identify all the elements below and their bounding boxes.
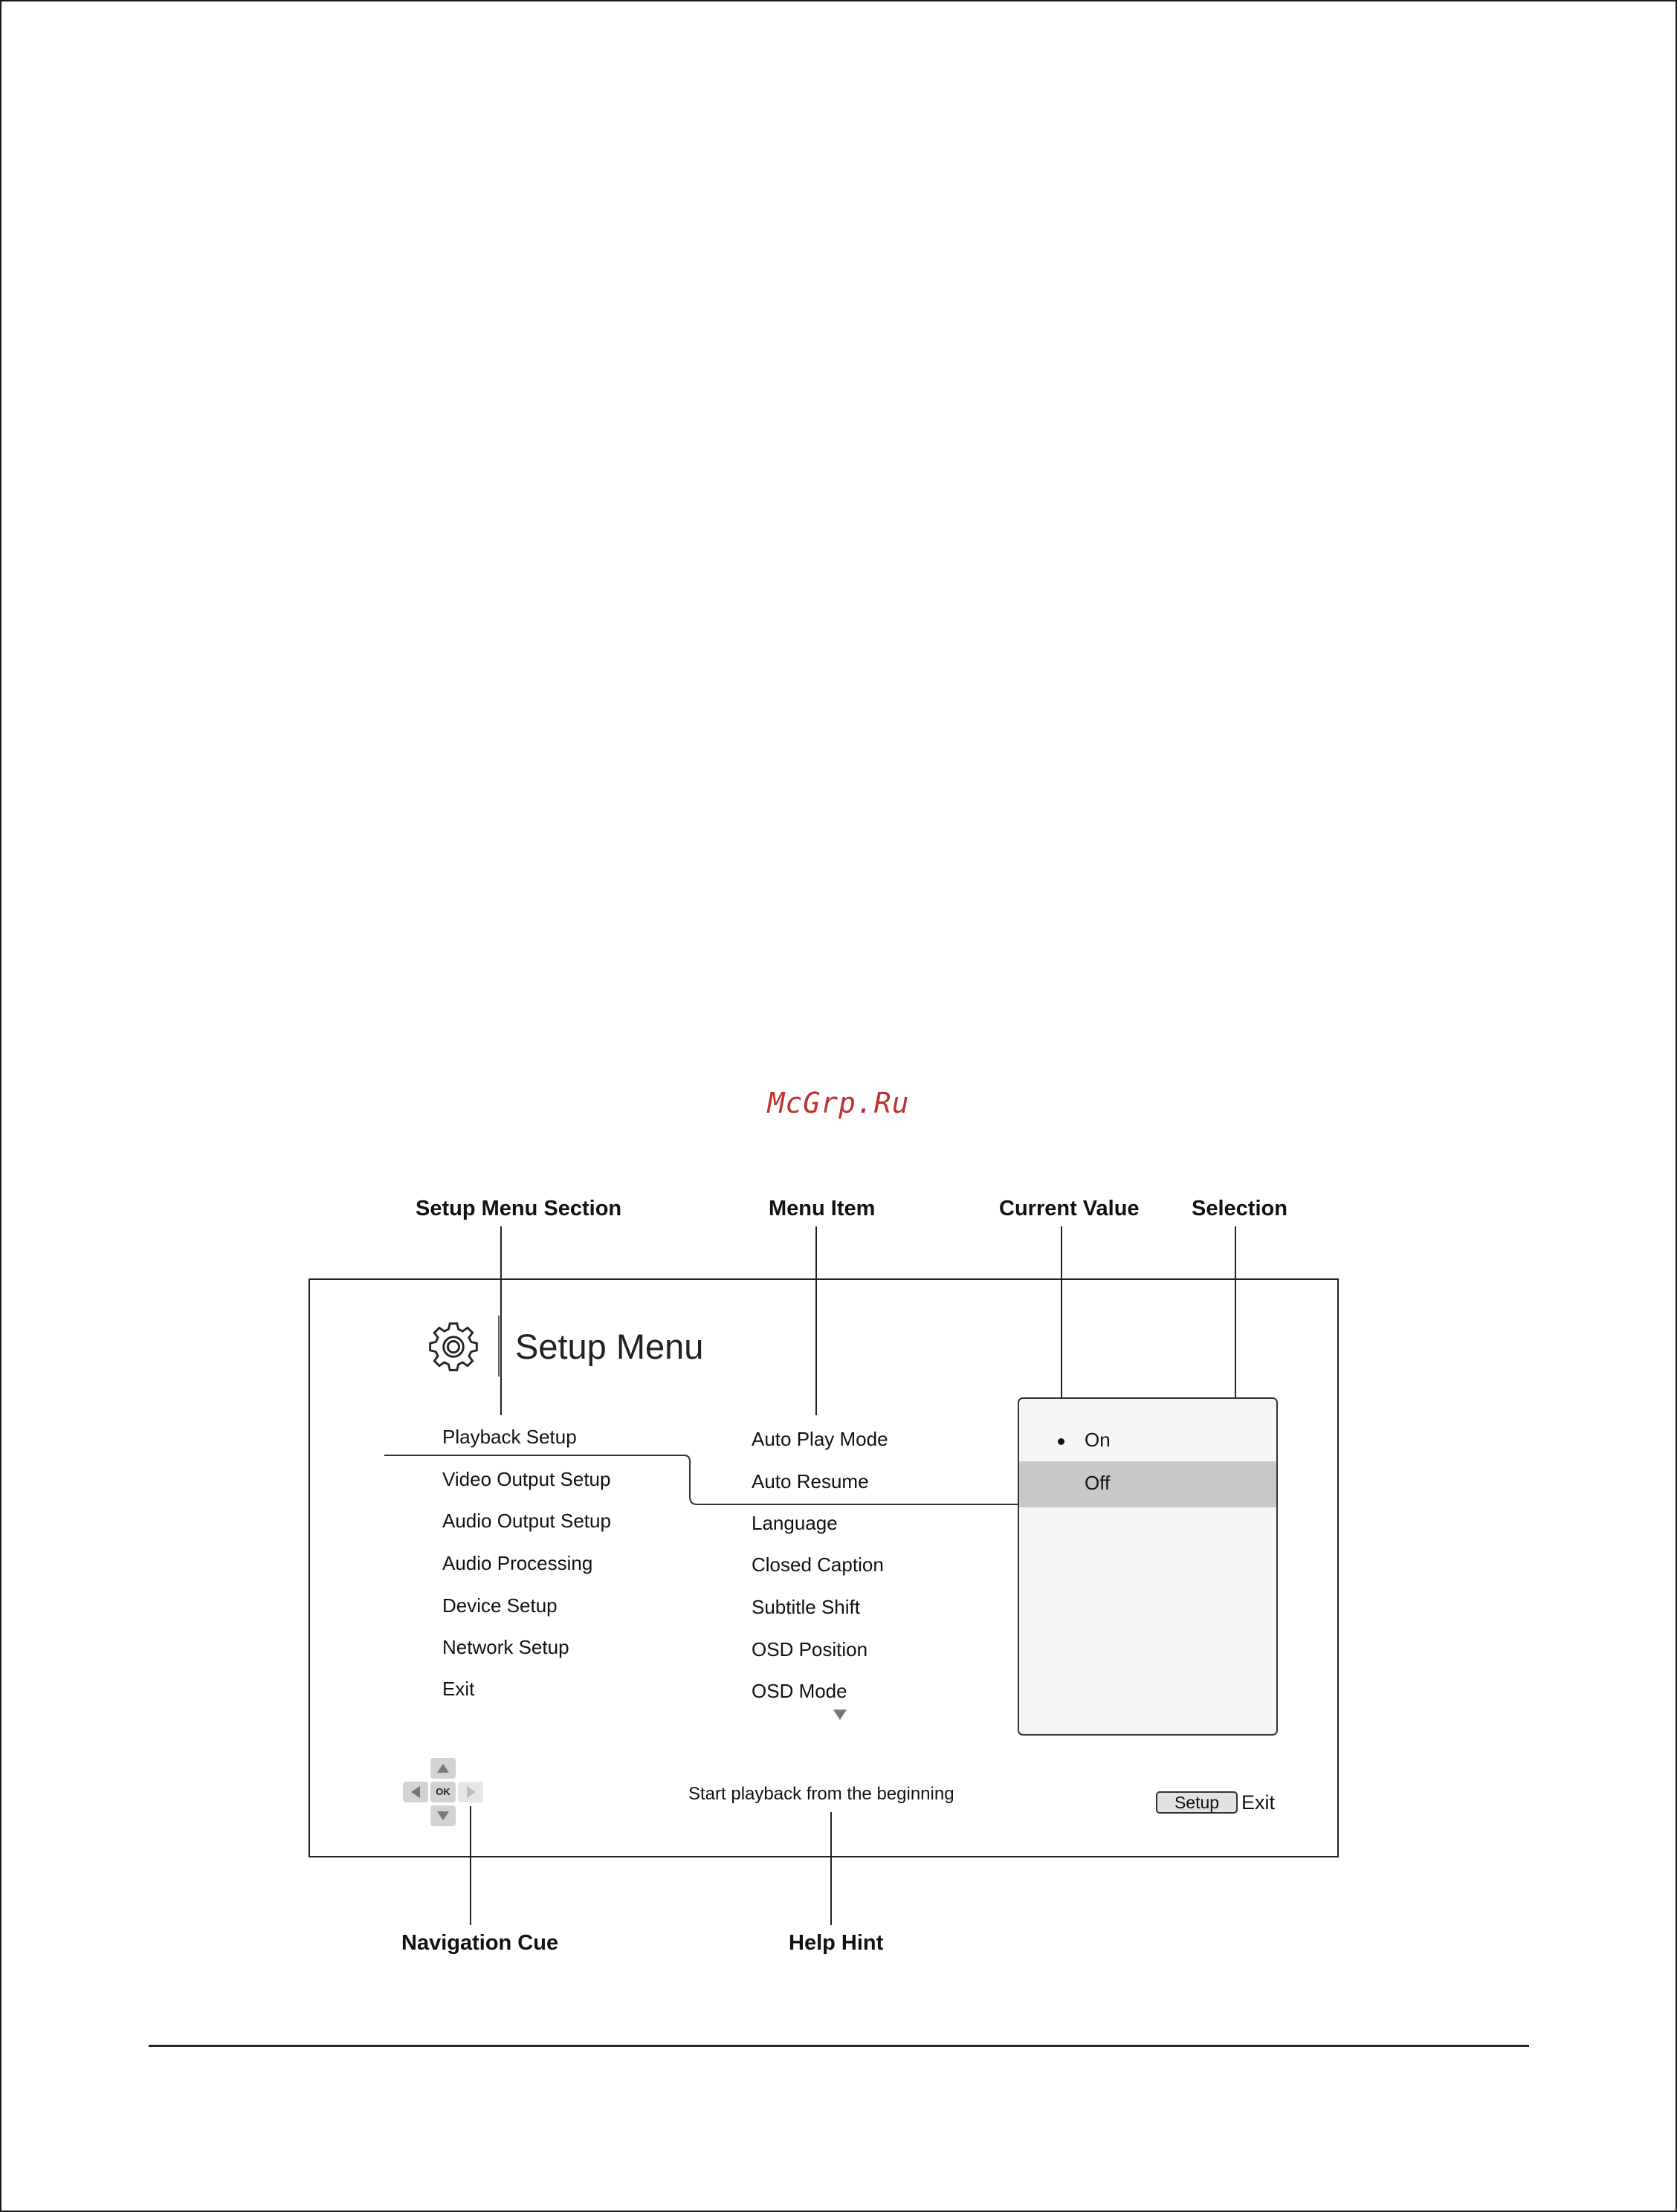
- section-device-setup[interactable]: Device Setup: [442, 1594, 558, 1617]
- item-osd-position[interactable]: OSD Position: [752, 1638, 868, 1660]
- leader-navigation-cue: [470, 1806, 471, 1925]
- option-on-label: On: [1085, 1429, 1111, 1451]
- callout-setup-menu-section: Setup Menu Section: [416, 1197, 622, 1220]
- item-subtitle-shift[interactable]: Subtitle Shift: [752, 1596, 860, 1618]
- leader-help-hint: [830, 1812, 832, 1925]
- arrow-down-icon: [437, 1811, 449, 1820]
- callout-current-value: Current Value: [999, 1197, 1140, 1220]
- nav-ok-key[interactable]: OK: [430, 1782, 456, 1802]
- help-hint-text: Start playback from the beginning: [688, 1784, 954, 1804]
- section-playback-setup[interactable]: Playback Setup: [442, 1426, 577, 1448]
- callout-selection: Selection: [1192, 1197, 1287, 1220]
- item-osd-mode[interactable]: OSD Mode: [752, 1680, 847, 1702]
- callout-menu-item: Menu Item: [769, 1197, 876, 1220]
- arrow-up-icon: [437, 1764, 449, 1773]
- option-off-label: Off: [1085, 1472, 1111, 1494]
- section-network-setup[interactable]: Network Setup: [442, 1636, 569, 1658]
- section-audio-output-setup[interactable]: Audio Output Setup: [442, 1510, 611, 1532]
- item-language[interactable]: Language: [752, 1512, 838, 1534]
- arrow-right-icon: [467, 1786, 476, 1798]
- arrow-left-icon: [411, 1786, 420, 1798]
- item-auto-play-mode[interactable]: Auto Play Mode: [752, 1428, 888, 1450]
- item-auto-resume[interactable]: Auto Resume: [752, 1470, 869, 1493]
- setup-button[interactable]: Setup: [1156, 1791, 1238, 1814]
- section-audio-processing[interactable]: Audio Processing: [442, 1552, 593, 1574]
- footer-rule: [149, 2045, 1529, 2047]
- watermark: McGrp.Ru: [767, 1087, 910, 1119]
- exit-label: Exit: [1241, 1791, 1276, 1814]
- callout-help-hint: Help Hint: [789, 1931, 884, 1955]
- section-video-output-setup[interactable]: Video Output Setup: [442, 1468, 611, 1490]
- item-closed-caption[interactable]: Closed Caption: [752, 1553, 884, 1576]
- section-exit[interactable]: Exit: [442, 1678, 475, 1700]
- screen-title: Setup Menu: [515, 1327, 704, 1366]
- callout-navigation-cue: Navigation Cue: [401, 1931, 559, 1955]
